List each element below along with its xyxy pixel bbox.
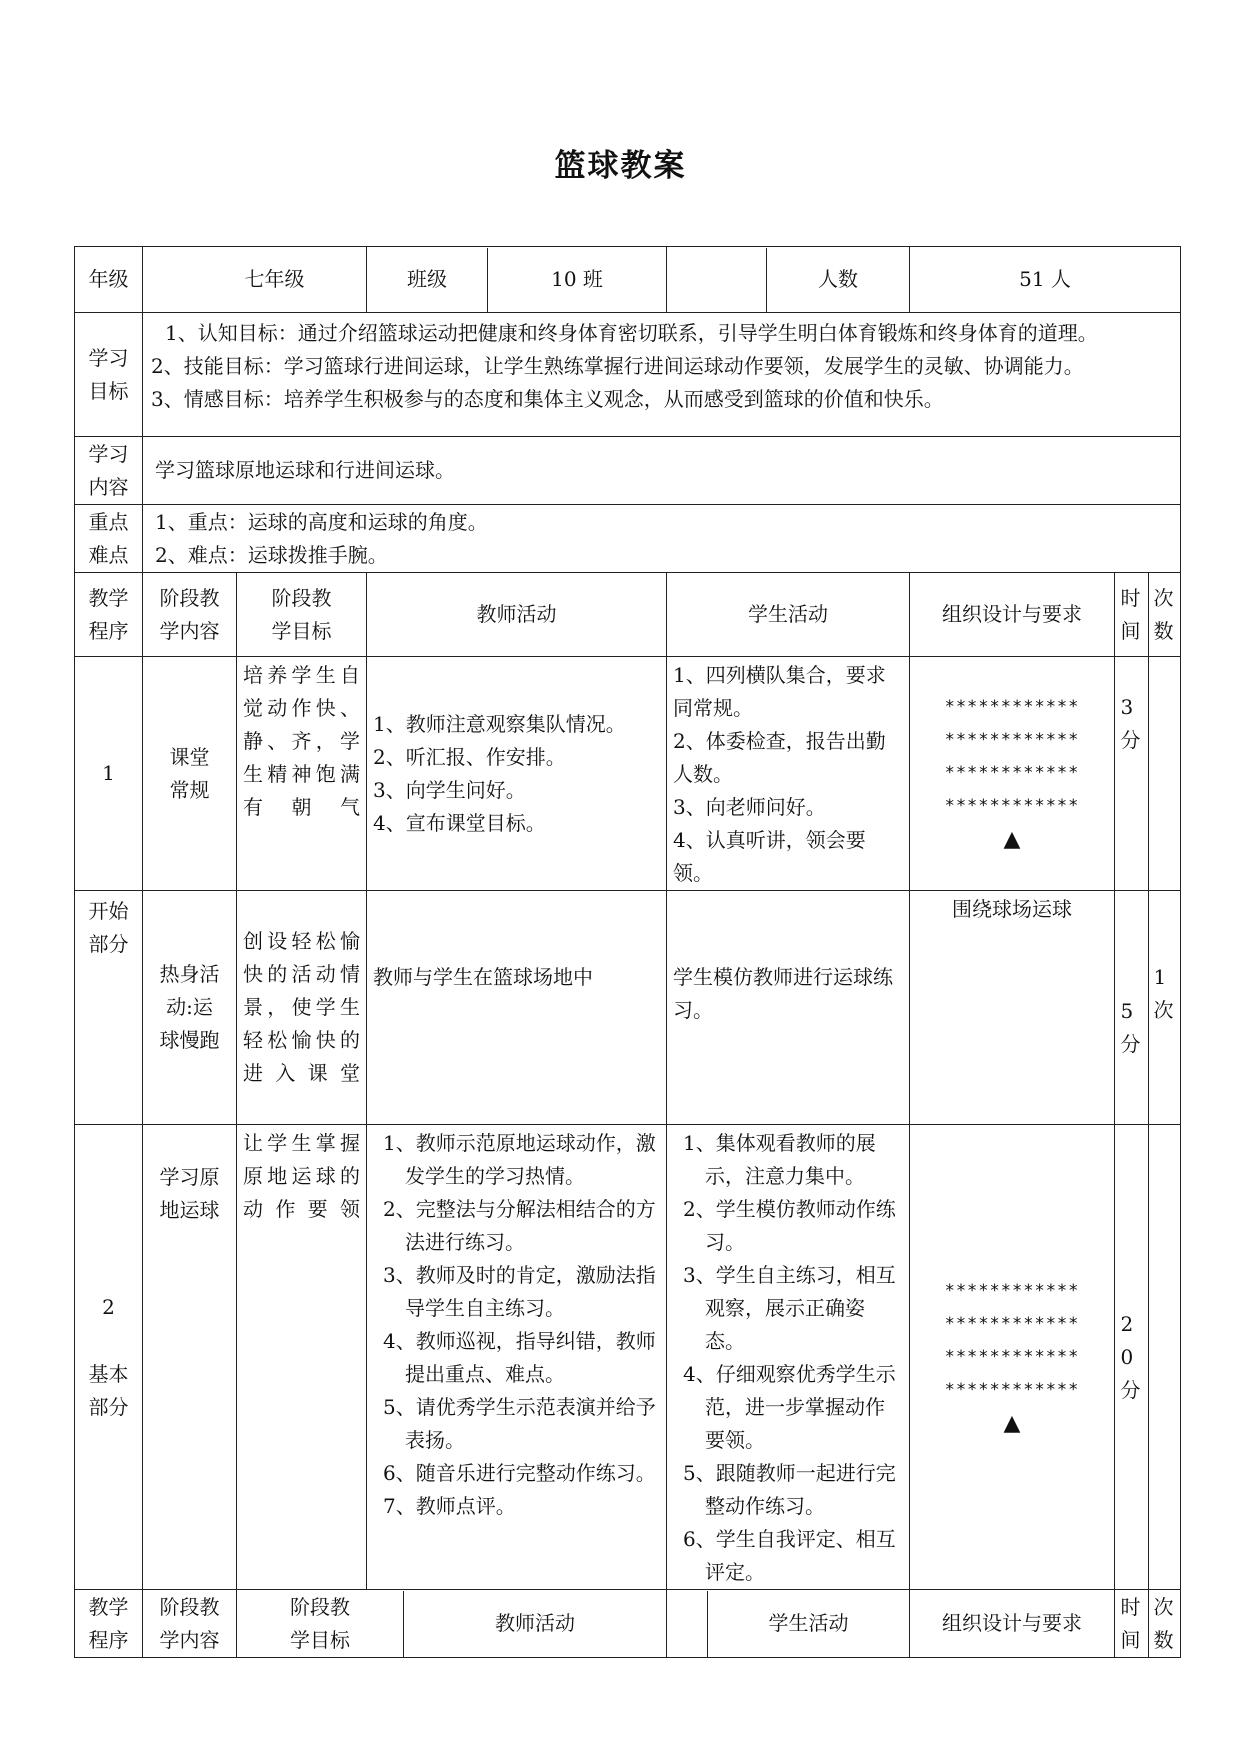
objective-line: 2、技能目标：学习篮球行进间运球，让学生熟练掌握行进间运球动作要领，发展学生的灵敏、协调能力。 (151, 354, 1084, 378)
class-subtable (367, 248, 666, 312)
row1-time (1115, 657, 1149, 891)
header-procedure (75, 1590, 143, 1658)
student-item: 1、四列横队集合，要求同常规。 (673, 663, 886, 720)
basic-number: 2 (102, 1294, 115, 1319)
header-count (1149, 1590, 1181, 1658)
formation-stars: ************ (944, 1280, 1080, 1301)
keypoint-line: 2、难点：运球拨推手腕。 (155, 542, 388, 567)
row1-student (667, 657, 910, 891)
class-label: 班级 (367, 248, 488, 312)
lesson-plan-table (74, 246, 1181, 1658)
formation-stars: ************ (944, 1346, 1080, 1367)
header-time (1115, 1590, 1149, 1658)
class-value: 10 班 (551, 267, 603, 291)
objectives-label-text: 学习目标 (88, 345, 129, 403)
row2-organization: 围绕球场运球 (910, 891, 1115, 1125)
header-time (1115, 573, 1149, 657)
class-cell (367, 247, 667, 313)
teacher-item: 5、请优秀学生示范表演并给予表扬。 (383, 1395, 656, 1452)
formation-stars: ************ (944, 1313, 1080, 1334)
header-stage-goal-text: 阶段教学目标 (271, 585, 332, 643)
info-row (75, 247, 1181, 313)
row-class-routine (75, 657, 1181, 891)
student-item: 1、集体观看教师的展示，注意力集中。 (683, 1131, 876, 1188)
content-value: 学习篮球原地运球和行进间运球。 (143, 437, 1181, 505)
row2-teacher: 教师与学生在篮球场地中 (367, 891, 667, 1125)
student-item: 6、学生自我评定、相互评定。 (683, 1527, 896, 1584)
header-procedure-text: 教学程序 (88, 1594, 129, 1652)
row3-student (667, 1125, 910, 1590)
header-organization: 组织设计与要求 (910, 573, 1115, 657)
row3-time-text: 20分 (1120, 1311, 1141, 1402)
student-item: 2、体委检查，报告出勤人数。 (673, 729, 886, 786)
basic-section (75, 1125, 143, 1590)
grade-label: 年级 (75, 247, 143, 313)
header-stage-content (143, 573, 237, 657)
row2-time (1115, 891, 1149, 1125)
row1-organization (910, 657, 1115, 891)
page-title: 篮球教案 (554, 148, 687, 184)
student-item: 2、学生模仿教师动作练习。 (683, 1197, 896, 1254)
row3-count (1149, 1125, 1181, 1590)
header-count-text: 次数 (1153, 585, 1174, 643)
teacher-triangle-icon: ▲ (1003, 1410, 1021, 1436)
header-stage-goal (237, 1591, 404, 1657)
student-item: 4、认真听讲，领会要领。 (673, 828, 866, 885)
row3-teacher (367, 1125, 667, 1590)
student-item: 5、跟随教师一起进行完整动作练习。 (683, 1461, 896, 1518)
student-item: 3、向老师问好。 (673, 795, 826, 819)
content-row (75, 437, 1181, 505)
row2-count (1149, 891, 1181, 1125)
header-stage-content (143, 1590, 237, 1658)
grade-value-text: 七年级 (244, 267, 305, 291)
row3-organization (910, 1125, 1115, 1590)
row3-time (1115, 1125, 1149, 1590)
row2-time-text: 5分 (1120, 999, 1141, 1056)
header-student: 学生活动 (667, 573, 910, 657)
header-stage-content-text: 阶段教学内容 (159, 1594, 220, 1652)
header-count-text: 次数 (1153, 1594, 1174, 1652)
teacher-triangle-icon: ▲ (1003, 827, 1021, 852)
header-student-subtable (667, 1591, 909, 1657)
keypoints-row (75, 505, 1181, 573)
row1-goal: 培养学生自觉动作快、静、齐，学生精神饱满有朝气 (237, 657, 367, 891)
header-count (1149, 573, 1181, 657)
header-student: 学生活动 (768, 1611, 849, 1635)
teacher-item: 2、听汇报、作安排。 (373, 744, 566, 769)
row2-content (143, 891, 237, 1125)
header-teacher: 教师活动 (367, 573, 667, 657)
objective-line: 3、情感目标：培养学生积极参与的态度和集体主义观念，从而感受到篮球的价值和快乐。 (151, 387, 944, 411)
formation-stars: ************ (944, 697, 1080, 717)
header-teacher: 教师活动 (495, 1611, 575, 1635)
content-label (75, 437, 143, 505)
row3-goal: 让学生掌握原地运球的动作要领 (237, 1125, 367, 1590)
row2-goal: 创设轻松愉快的活动情景，使学生轻松愉快的进入课堂 (237, 891, 367, 1125)
objectives-label (75, 313, 143, 437)
header-student-cell (667, 1590, 910, 1658)
teacher-item: 6、随音乐进行完整动作练习。 (383, 1461, 656, 1485)
objectives-content (143, 313, 1181, 437)
row3-content-text: 学习原地运球 (159, 1165, 220, 1222)
student-item: 3、学生自主练习，相互观察，展示正确姿态。 (683, 1263, 896, 1353)
header-procedure-text: 教学程序 (88, 585, 129, 643)
row2-count-text: 1次 (1153, 965, 1174, 1022)
header-stage-goal-text: 阶段教学目标 (290, 1594, 350, 1652)
row-stationary-dribble (75, 1125, 1181, 1590)
count-spacer (667, 248, 767, 312)
keypoint-line: 1、重点：运球的高度和运球的角度。 (155, 509, 488, 534)
formation-stars: ************ (944, 730, 1080, 750)
row1-time-text: 3分 (1120, 695, 1141, 752)
student-item: 4、仔细观察优秀学生示范，进一步掌握动作要领。 (683, 1362, 896, 1452)
header-goal-teacher-subtable (237, 1591, 666, 1657)
start-number: 1 (75, 657, 143, 891)
teacher-item: 3、教师及时的肯定，激励法指导学生自主练习。 (383, 1263, 656, 1320)
header-stage-goal (237, 573, 367, 657)
row2-content-text: 热身活动:运球慢跑 (159, 962, 220, 1052)
keypoints-label-text: 重点难点 (88, 509, 129, 567)
teacher-item: 4、教师巡视，指导纠错，教师提出重点、难点。 (383, 1329, 656, 1386)
keypoints-content (143, 505, 1181, 573)
teacher-item: 3、向学生问好。 (373, 777, 526, 802)
row2-student: 学生模仿教师进行运球练习。 (667, 891, 910, 1125)
procedure-header-row (75, 573, 1181, 657)
header-time-text: 时间 (1120, 1594, 1141, 1652)
teacher-item: 1、教师示范原地运球动作，激发学生的学习热情。 (383, 1131, 656, 1188)
row-warmup (75, 891, 1181, 1125)
content-label-text: 学习内容 (88, 441, 129, 499)
header-organization: 组织设计与要求 (910, 1590, 1115, 1658)
formation-stars: ************ (944, 763, 1080, 783)
formation-stars: ************ (944, 1379, 1080, 1400)
row1-content (143, 657, 237, 891)
procedure-header-row-repeat (75, 1590, 1181, 1658)
teacher-item: 7、教师点评。 (383, 1494, 516, 1518)
row1-content-text: 课堂常规 (169, 744, 210, 802)
grade-value (143, 247, 367, 313)
basic-label: 基本部分 (88, 1361, 129, 1419)
count-label-text: 人数 (767, 248, 910, 312)
keypoints-label (75, 505, 143, 573)
count-label (667, 247, 910, 313)
count-value: 51 人 (910, 247, 1181, 313)
row1-teacher (367, 657, 667, 891)
count-subtable (667, 248, 909, 312)
start-label (75, 891, 143, 1125)
row3-content (143, 1125, 237, 1590)
teacher-item: 2、完整法与分解法相结合的方法进行练习。 (383, 1197, 656, 1254)
header-goal-teacher (237, 1590, 667, 1658)
header-time-text: 时间 (1120, 585, 1141, 643)
header-stage-content-text: 阶段教学内容 (159, 585, 220, 643)
objectives-row (75, 313, 1181, 437)
header-procedure (75, 573, 143, 657)
formation-stars: ************ (944, 796, 1080, 816)
row1-count (1149, 657, 1181, 891)
start-label-text: 开始部分 (88, 899, 129, 956)
objective-line: 1、认知目标：通过介绍篮球运动把健康和终身体育密切联系，引导学生明白体育锻炼和终身体育的道理。 (165, 321, 1098, 345)
teacher-item: 1、教师注意观察集队情况。 (373, 711, 626, 736)
header-student-spacer (667, 1591, 708, 1657)
teacher-item: 4、宣布课堂目标。 (373, 810, 546, 835)
